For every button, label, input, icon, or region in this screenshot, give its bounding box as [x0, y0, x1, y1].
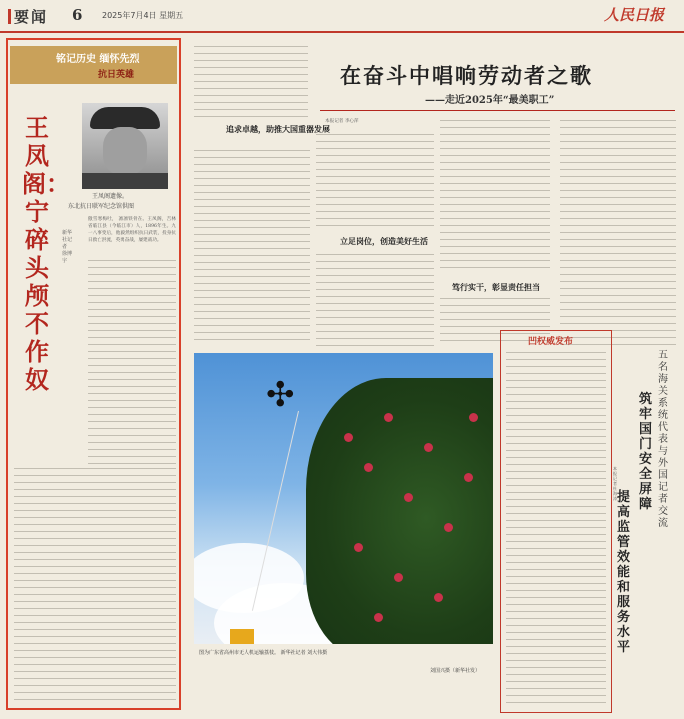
- lychee-fruit: [469, 413, 478, 422]
- story-headline: 在奋斗中唱响劳动者之歌: [340, 63, 593, 88]
- right-headline-2: 提高监管效能和服务水平: [617, 490, 631, 655]
- lychee-fruit: [394, 573, 403, 582]
- feature-paragraph: 傲雪寒梅吐， 凛凛铁骨在。王凤阁，吉林省临江县（今临江市）人，1896年生。九一八事变后，他毅然组织抗日武装，投身抗日救亡洪流，英勇奋战，屡建战功。: [88, 217, 176, 244]
- portrait-source: 东北抗日联军纪念馆供图: [68, 203, 135, 210]
- story-text-intro: [194, 44, 308, 120]
- story-text-col-2: [316, 132, 434, 232]
- feature-text-column-lower: [14, 466, 176, 704]
- story-text-col-1: [194, 148, 310, 346]
- feature-text-column-upper: [88, 258, 176, 466]
- story-text-col-4: [440, 118, 550, 272]
- lychee-fruit: [424, 443, 433, 452]
- headline-rule: [320, 110, 675, 111]
- story-text-col-6: [560, 118, 676, 346]
- issue-date: 2025年7月4日 星期五: [102, 11, 184, 20]
- right-headline-1: 筑牢国门安全屏障: [639, 392, 653, 512]
- lychee-fruit: [364, 463, 373, 472]
- feature-byline: 新华社记者 徐博宇: [62, 230, 73, 264]
- section-head-3: 笃行实干，彰显责任担当: [452, 282, 540, 292]
- portrait-caption: 王凤阁遗像。: [92, 193, 129, 200]
- release-text-column: [506, 350, 606, 706]
- story-text-col-3: [316, 252, 434, 346]
- page-number: 6: [72, 6, 83, 24]
- right-byline: 本报记者 杜海涛: [613, 466, 617, 501]
- photo-caption: 图为广东省高州市无人机运输荔枝。 新华社记者 刘大伟摄: [199, 650, 328, 656]
- right-kicker: 五名海关系统代表与外国记者交流: [658, 350, 668, 529]
- cap-shape: [90, 107, 160, 129]
- lychee-fruit: [434, 593, 443, 602]
- lychee-fruit: [344, 433, 353, 442]
- section-marker-icon: [8, 9, 11, 24]
- lychee-fruit: [384, 413, 393, 422]
- feature-headline: 王凤阁：宁碎头颅不作奴: [22, 113, 70, 394]
- lychee-fruit: [404, 493, 413, 502]
- section-title: [8, 6, 48, 27]
- banner-subtitle: 抗日英雄: [98, 70, 135, 80]
- coat-shape: [82, 173, 168, 189]
- photo-credit: 刘国兴摄（新华社发）: [430, 668, 481, 674]
- feature-banner: [10, 46, 177, 84]
- lychee-fruit: [464, 473, 473, 482]
- banner-title: 铭记历史 缅怀先烈: [56, 54, 140, 65]
- lychee-tree: [306, 378, 493, 644]
- authority-release-label: 凹权威发布: [528, 337, 574, 347]
- section-head-2: 立足岗位，创造美好生活: [340, 236, 428, 246]
- lychee-fruit: [354, 543, 363, 552]
- face-shape: [103, 127, 147, 175]
- lychee-fruit: [444, 523, 453, 532]
- lychee-fruit: [374, 613, 383, 622]
- story-subheadline: ——走近2025年“最美职工”: [425, 95, 555, 106]
- section-label: 要闻: [14, 8, 49, 26]
- lychee-drone-photo: [194, 353, 493, 644]
- newspaper-logo: 人民日报: [604, 6, 665, 24]
- cargo-box: [230, 629, 254, 644]
- story-byline: 本报记者 李心萍: [325, 119, 359, 124]
- hero-portrait: [82, 103, 168, 189]
- drone-icon: ✣: [266, 375, 295, 415]
- section-head-1: 追求卓越，助推大国重器发展: [226, 124, 330, 134]
